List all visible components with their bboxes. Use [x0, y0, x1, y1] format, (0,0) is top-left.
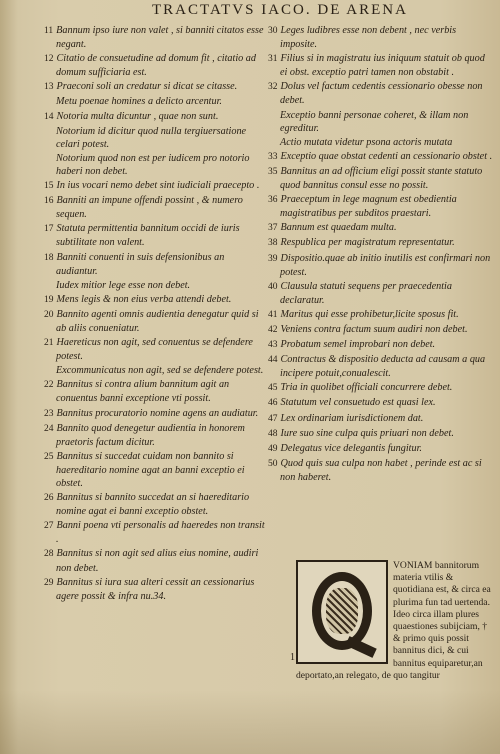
summary-entry: [268, 308, 494, 322]
entry-text: Contractus & dispositio deducta ad causam a qua incipere potuit,conualescit.: [280, 354, 486, 380]
entry-text: Notorium id dicitur quod nulla tergiuersatione celari potest.: [56, 125, 247, 150]
entry-number: 37: [268, 223, 278, 234]
summary-entry: [44, 576, 266, 603]
entry-text: Quod quis sua culpa non habet , perinde est ac si non haberet.: [280, 457, 482, 483]
entry-text: Iudex mitior lege esse non debet.: [56, 279, 191, 291]
summary-column-left: [44, 24, 266, 604]
entry-text: Notorium quod non est per iudicem pro notorio haberi non debet.: [56, 152, 250, 177]
entry-number: 49: [268, 443, 278, 454]
entry-number: 16: [44, 196, 54, 207]
entry-number: 20: [44, 309, 54, 320]
entry-text: In ius vocari nemo debet sint iudiciali praecepto .: [56, 180, 260, 192]
entry-text: Banni poena vti personalis ad haeredes non transit .: [56, 520, 265, 546]
entry-number: 31: [268, 54, 278, 65]
entry-text: Mens legis & non eius verba attendi debet.: [56, 293, 232, 305]
entry-text: Dispositio.quae ab initio inutilis est confirmari non potest.: [280, 252, 491, 278]
entry-number: 47: [268, 413, 278, 424]
entry-number: 19: [44, 294, 54, 305]
summary-entry: [44, 422, 266, 449]
summary-entry: [44, 251, 266, 278]
summary-entry: [44, 24, 266, 51]
entry-text: Banniti conuenti in suis defensionibus an audiantur.: [56, 251, 225, 277]
entry-text: Bannitus an ad officium eligi possit stante statuto quod bannitus consul esse no possit.: [280, 165, 483, 192]
entry-number: 25: [44, 451, 54, 462]
entry-text: Haereticus non agit, sed conuentus se defendere potest.: [56, 337, 253, 363]
summary-entry: [268, 221, 494, 235]
entry-number: 48: [268, 428, 278, 439]
ornamental-initial-q: [296, 560, 388, 664]
entry-number: 26: [44, 493, 54, 504]
entry-number: 42: [268, 324, 278, 335]
entry-number: 13: [44, 82, 54, 93]
entry-text: Bannum est quaedam multa.: [280, 222, 397, 234]
summary-entry: [280, 109, 494, 135]
entry-number: 11: [44, 26, 54, 36]
entry-number: 35: [268, 166, 278, 177]
summary-entry: [44, 179, 266, 193]
entry-number: 21: [44, 338, 54, 349]
entry-number: 15: [44, 181, 54, 192]
margin-note-number: 1: [290, 652, 295, 663]
summary-entry: [268, 353, 494, 380]
entry-number: 41: [268, 309, 278, 320]
entry-text: Statuta permittentia bannitum occidi de iuris subtilitate non valent.: [56, 223, 240, 249]
entry-text: Notoria multa dicuntur , quae non sunt.: [56, 110, 219, 122]
entry-text: Excommunicatus non agit, sed se defendere potest.: [56, 365, 264, 377]
summary-entry: [268, 80, 494, 107]
entry-text: Lex ordinariam iurisdictionem dat.: [280, 412, 424, 424]
page-header: TRACTATVS IACO. DE ARENA: [152, 2, 408, 18]
entry-text: Delegatus vice delegantis fungitur.: [280, 442, 422, 454]
summary-entry: [44, 222, 266, 249]
commentary-block: [296, 560, 494, 682]
entry-text: Filius si in magistratu ius iniquum statuit ob quod ei obst. exceptio patri tamen non obstabit .: [280, 53, 485, 79]
summary-entry: [56, 125, 266, 151]
summary-entry: [44, 293, 266, 307]
entry-text: Bannitus si succedat cuidam non bannito si haereditario nomine agat an banni exceptio ei obstet.: [56, 450, 245, 489]
summary-entry: [268, 396, 494, 410]
summary-entry: [56, 279, 266, 292]
summary-column-right: [268, 24, 494, 485]
entry-number: 29: [44, 577, 54, 588]
summary-entry: [44, 491, 266, 518]
entry-number: 27: [44, 521, 54, 532]
summary-entry: [44, 336, 266, 363]
summary-entry: [44, 547, 266, 574]
entry-text: Dolus vel factum cedentis cessionario obesse non debet.: [280, 81, 483, 107]
summary-entry: [268, 24, 494, 51]
summary-entry: [44, 194, 266, 221]
summary-entry: [268, 52, 494, 79]
entry-number: 36: [268, 195, 278, 206]
entry-number: 46: [268, 398, 278, 409]
entry-text: Leges ludibres esse non debent , nec verbis imposite.: [280, 25, 457, 51]
entry-text: Bannitus procuratorio nomine agens an audiatur.: [56, 407, 259, 419]
entry-number: 32: [268, 82, 278, 93]
summary-entry: [44, 80, 266, 94]
entry-number: 22: [44, 380, 54, 391]
commentary-text: VONIAM bannitorum materia vtilis & quotidiana est, & circa ea plurima fun tad uertenda. Ideo circa illam plures quaestiones subijciam, † & primo quis possit bannitus dici, & cui bannitus equiparetur,an deportato,an relegato, de quo tangitur: [296, 560, 491, 681]
summary-entry: [44, 450, 266, 490]
entry-text: Maritus qui esse prohibetur,licite sposus fit.: [280, 308, 459, 320]
summary-entry: [44, 378, 266, 405]
entry-number: 24: [44, 423, 54, 434]
entry-number: 18: [44, 252, 54, 263]
entry-number: 44: [268, 355, 278, 366]
entry-text: Iure suo sine culpa quis priuari non debet.: [280, 427, 454, 439]
entry-text: Bannitus si non agit sed alius eius nomine, audiri non debet.: [56, 548, 259, 574]
summary-entry: [44, 110, 266, 124]
summary-entry: [268, 412, 494, 426]
entry-number: 33: [268, 151, 278, 162]
summary-entry: [44, 519, 266, 546]
entry-text: Praeceptum in lege magnum est obedientia magistratibus per subditos praestari.: [280, 194, 457, 220]
summary-entry: [56, 95, 266, 108]
entry-text: Citatio de consuetudine ad domum fit , citatio ad domum sufficiaria est.: [56, 53, 256, 79]
entry-number: 30: [268, 26, 278, 36]
summary-entry: [268, 280, 494, 307]
entry-text: Actio mutata videtur psona actoris mutata: [280, 136, 453, 148]
summary-entry: [268, 193, 494, 220]
entry-number: 40: [268, 281, 278, 292]
entry-text: Bannitus si iura sua alteri cessit an cessionarius agere possit & infra nu.34.: [56, 576, 255, 602]
summary-entry: [268, 338, 494, 352]
entry-number: 45: [268, 383, 278, 394]
entry-text: Bannum ipso iure non valet , si banniti citatos esse negant.: [56, 25, 264, 51]
summary-entry: [268, 165, 494, 192]
entry-text: Respublica per magistratum representatur.: [280, 237, 455, 249]
entry-text: Bannitus si bannito succedat an si haereditario nomine agat ei banni exceptio obstet.: [56, 492, 250, 518]
entry-text: Statutum vel consuetudo est quasi lex.: [280, 397, 436, 409]
summary-entry: [268, 150, 494, 164]
page-bottom-margin: [0, 690, 500, 754]
summary-entry: [44, 52, 266, 79]
summary-entry: [56, 152, 266, 178]
summary-entry: [268, 442, 494, 456]
entry-text: Exceptio quae obstat cedenti an cessionario obstet .: [280, 150, 493, 162]
entry-text: Praeconi soli an credatur si dicat se citasse.: [56, 81, 238, 93]
entry-number: 28: [44, 549, 54, 560]
entry-text: Clausula statuti sequens per praecedentia declaratur.: [280, 280, 452, 306]
entry-text: Exceptio banni personae coheret, & illam non egreditur.: [280, 109, 469, 134]
entry-number: 38: [268, 238, 278, 249]
entry-text: Bannitus si contra alium bannitum agit an conuentus banni exceptione vti possit.: [56, 379, 230, 405]
entry-number: 14: [44, 111, 54, 122]
entry-text: Veniens contra factum suum audiri non debet.: [280, 323, 468, 335]
summary-entry: [268, 236, 494, 250]
entry-text: Probatum semel improbari non debet.: [280, 339, 436, 351]
entry-text: Tria in quolibet officiali concurrere debet.: [280, 382, 453, 394]
summary-entry: [280, 136, 494, 149]
entry-number: 39: [268, 253, 278, 264]
entry-number: 50: [268, 458, 278, 469]
entry-number: 23: [44, 408, 54, 419]
entry-text: Bannito quod denegetur audientia in honorem praetoris factum dicitur.: [56, 422, 245, 448]
summary-entry: [44, 407, 266, 421]
entry-number: 43: [268, 340, 278, 351]
summary-entry: [44, 308, 266, 335]
summary-entry: [268, 457, 494, 484]
entry-number: 17: [44, 224, 54, 235]
summary-entry: [268, 323, 494, 337]
summary-entry: [268, 252, 494, 279]
entry-text: Banniti an impune offendi possint , & numero sequen.: [56, 195, 243, 221]
entry-text: Metu poenae homines a delicto arcentur.: [56, 96, 222, 108]
summary-entry: [56, 364, 266, 377]
entry-number: 12: [44, 54, 54, 65]
summary-entry: [268, 427, 494, 441]
entry-text: Bannito agenti omnis audientia denegatur quid si ab aliis conueniatur.: [56, 308, 259, 334]
summary-entry: [268, 381, 494, 395]
